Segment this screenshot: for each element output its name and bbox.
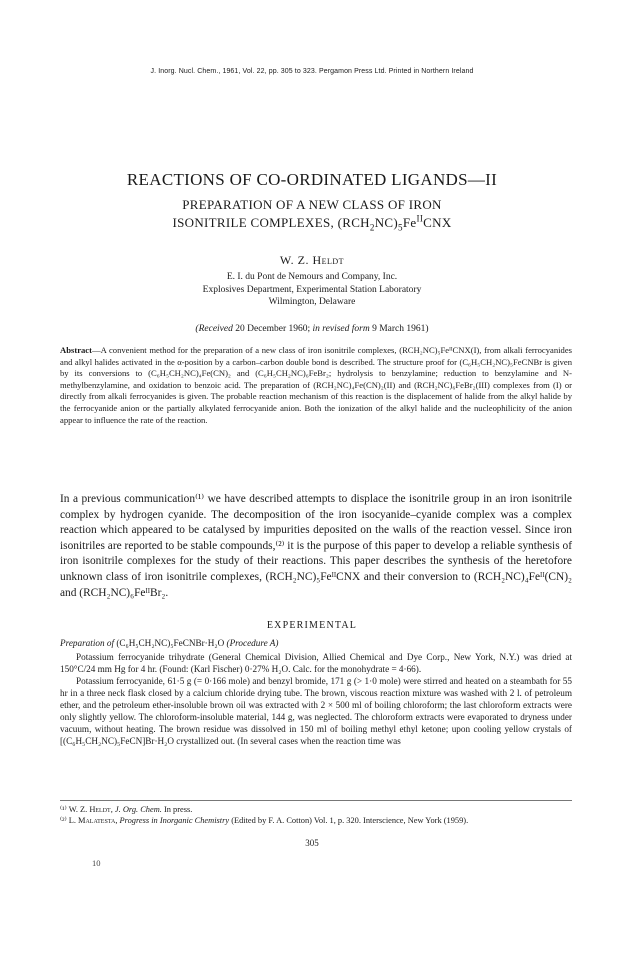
- revised-label: in revised form: [312, 324, 370, 334]
- abstract-label: Abstract: [60, 345, 92, 355]
- received-dates: [0, 324, 624, 334]
- procedure-heading-formula: (C₆H₅CH₂NC)₅FeCNBr·H₂O: [114, 638, 227, 648]
- footnote-author: W. Z. Heldt,: [68, 805, 113, 814]
- received-label: (Received: [195, 324, 233, 334]
- experimental-paragraph-1: Potassium ferrocyanide trihydrate (General Chemical Division, Allied Chemical and Dye Corp., New York, N.Y.) was dried at 150°C/24 mm Hg for 4 hr. (Found: (Karl Fischer) 0·27% H₂O. Calc. for the monohydrate = 4·66).: [60, 652, 572, 674]
- footnote-1: [60, 804, 572, 815]
- footnote-divider: [60, 800, 572, 801]
- footnotes: [60, 804, 572, 826]
- footnote-book: Progress in Inorganic Chemistry: [119, 816, 230, 825]
- experimental-body: [60, 651, 572, 747]
- subtitle-part: CNX: [423, 215, 452, 230]
- subtitle-part: NC): [374, 215, 399, 230]
- footnote-2: [60, 815, 572, 826]
- footnote-journal: J. Org. Chem.: [114, 805, 162, 814]
- subtitle-line-2: ISONITRILE COMPLEXES, $(RCH_2NC)_5Fe^{II}CNX$: [172, 213, 452, 233]
- abstract-text: —A convenient method for the preparation of a new class of iron isonitrile complexes, (RCH₂NC)₅FeᴵᴵCNX(I), from alkali ferrocyanides and alkyl halides activated in the α-position by a carbon–carbon double bond is described. The structure proof for (C₆H₅CH₂NC)₅FeCNBr is given by its conversions to (C₆H₅CH₂NC)₄Fe(CN)₂ and (C₆H₅CH₂NC)₆FeBr₂; hydrolysis to benzylamine; reduction to benzylamine and N-methylbenzylamine, and oxidation to benzoic acid. The preparation of (RCH₂NC)₄Fe(CN)₂(II) and (RCH₂NC)₆FeBr₂(III) complexes from (I) or directly from alkali ferrocyanides is given. The probable reaction mechanism of this reaction is the displacement of halide from the alkyl halide by the ferrocyanide anion or the partially alkylated ferrocyanide anion. Both the ionization of the alkyl halide and the nucleophilicity of the anion appear to influence the rate of the reaction.: [60, 345, 572, 425]
- article-subtitle: [0, 196, 624, 232]
- experimental-paragraph-2: Potassium ferrocyanide, 61·5 g (= 0·166 mole) and benzyl bromide, 171 g (> 1·0 mole) were stirred and heated on a steambath for 55 hr in a three neck flask closed by a calcium chloride drying tube. The brown, viscous reaction mixture was washed with 2 l. of petroleum ether, and the petroleum ether-insoluble brown oil was extracted with 2 × 500 ml of boiling chloroform; the last chloroform extracts were only slightly yellow. The chloroform-insoluble material, 144 g, was neglected. The chloroform extracts were evaporated to dryness under vacuum, without heating. The brown residue was dissolved in 150 ml of boiling methyl ethyl ketone; upon cooling yellow crystals of [(C₆H₅CH₂NC)₅FeCN]Br·H₂O crystallized out. (In several cases when the reaction time was: [60, 676, 572, 746]
- running-head: J. Inorg. Nucl. Chem., 1961, Vol. 22, pp. 305 to 323. Pergamon Press Ltd. Printed in Northern Ireland: [150, 68, 474, 75]
- affiliation-line: E. I. du Pont de Nemours and Company, Inc.: [226, 272, 398, 282]
- footnote-author: L. Malatesta,: [68, 816, 118, 825]
- article-title: REACTIONS OF CO-ORDINATED LIGANDS—II: [126, 170, 498, 189]
- folio-mark: 10: [92, 858, 101, 868]
- revised-date: 9 March: [372, 324, 405, 334]
- footnote-marker: ⁽²⁾: [60, 816, 67, 825]
- section-heading-experimental: EXPERIMENTAL: [266, 620, 358, 631]
- affiliation-line: Explosives Department, Experimental Station Laboratory: [202, 284, 422, 295]
- footnote-marker: ⁽¹⁾: [60, 805, 67, 814]
- procedure-heading: [60, 638, 572, 648]
- abstract: [60, 345, 572, 426]
- author-surname: Heldt: [312, 253, 345, 267]
- revised-year: 1961): [406, 324, 429, 334]
- procedure-heading-text: Preparation of: [60, 638, 115, 648]
- subtitle-part: Fe: [402, 215, 417, 230]
- affiliation-line: Wilmington, Delaware: [268, 297, 356, 307]
- footnote-detail: (Edited by F. A. Cotton) Vol. 1, p. 320. Interscience, New York (1959).: [231, 816, 469, 825]
- page-number: 305: [305, 838, 319, 848]
- subtitle-line-1: PREPARATION OF A NEW CLASS OF IRON: [182, 197, 442, 212]
- subtitle-part: ISONITRILE COMPLEXES, (RCH: [172, 215, 370, 230]
- author: [0, 253, 624, 268]
- received-date: 20 December: [235, 324, 287, 334]
- introduction-paragraph: In a previous communication⁽¹⁾ we have described attempts to displace the isonitrile group in an iron isonitrile complex by hydrogen cyanide. The decomposition of the iron isocyanide–cyanide complex was a complex reaction which appeared to be catalysed by impurities deposited on the walls of the reaction vessel. Since iron isonitriles are reported to be stable compounds,⁽²⁾ it is the purpose of this paper to develop a reliable synthesis of iron isonitrile complexes for the study of their reactions. This paper describes the synthesis of the heretofore unknown class of iron isonitrile complexes, (RCH₂NC)₅FeᴵᴵCNX and their conversion to (RCH₂NC)₄Feᴵᴵ(CN)₂ and (RCH₂NC)₆FeᴵᴵBr₂.: [60, 493, 572, 599]
- author-initials: W. Z.: [279, 253, 313, 267]
- received-year: 1960;: [288, 324, 313, 334]
- affiliation: [0, 271, 624, 309]
- procedure-heading-label: (Procedure A): [226, 638, 279, 648]
- footnote-detail: In press.: [163, 805, 193, 814]
